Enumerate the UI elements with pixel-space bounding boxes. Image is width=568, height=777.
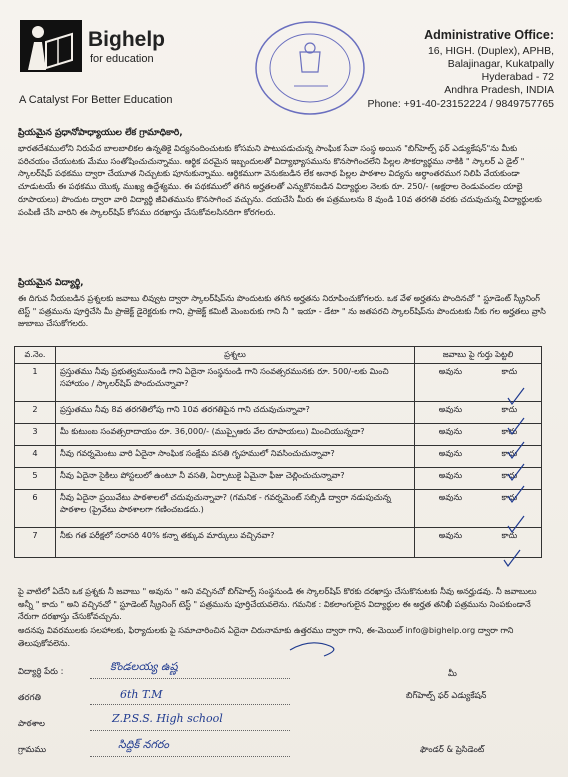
class-label: తరగతి bbox=[18, 692, 41, 702]
no-option[interactable]: కాదు bbox=[501, 492, 518, 502]
no-option[interactable]: కాదు bbox=[501, 426, 518, 436]
class-value[interactable]: 6th T.M bbox=[120, 688, 163, 701]
answer-cell[interactable] bbox=[415, 446, 542, 468]
table-header-row bbox=[15, 347, 542, 364]
sign-org: బిగ్‌హెల్ప్ ఫర్ ఎడ్యుకేషన్ bbox=[406, 690, 487, 700]
answer-cell[interactable] bbox=[415, 490, 542, 528]
col-header-answer: జవాబు పై గుర్తు పెట్టలి bbox=[415, 347, 542, 364]
yes-option[interactable]: అవును bbox=[438, 426, 463, 436]
school-label: పాఠశాల bbox=[18, 718, 45, 728]
student-salutation: ప్రియమైన విద్యార్థి, bbox=[18, 278, 84, 288]
address-line: Balajinagar, Kukatpally bbox=[447, 58, 554, 70]
yes-option[interactable]: అవును bbox=[438, 530, 463, 540]
address-line: 16, HIGH. (Duplex), APHB, bbox=[427, 45, 554, 57]
village-value[interactable]: సిద్దిక్ నగరం bbox=[118, 738, 169, 751]
answer-cell[interactable] bbox=[415, 402, 542, 424]
row-question: నీవు గవర్నమెంటు వారి ఏదైనా సాంఘిక సంక్షేమ వసతి గృహములో నివసించుచున్నావా? bbox=[56, 446, 415, 468]
answer-cell[interactable] bbox=[415, 424, 542, 446]
row-number: 5 bbox=[15, 468, 56, 490]
bighelp-logo bbox=[20, 20, 82, 72]
yes-option[interactable]: అవును bbox=[438, 448, 463, 458]
row-question: ప్రస్తుతము నీవు ప్రభుత్వమునుండి గాని ఏదైనా సంస్థనుండి గాని సంవత్సరమునకు రూ. 500/-లకు మించి సహాయం / స్కాలర్‌షిప్ పొందుచున్నావా? bbox=[56, 364, 415, 402]
name-line bbox=[90, 678, 290, 679]
intro-paragraph: భారతదేశములోని నిరుపేద బాలబాలికల ఉన్నతికై విద్యనందించుటకు కోసమని పాటుపడుచున్న సాంఘిక సేవా సంస్థ అయిన "బిగ్‌హెల్ప్ ఫర్ ఎడ్యుకేషన్"ను మీకు పరిచయం చేయుటకు మేము సంతోషించుచున్నాము. ఆర్థిక పరమైన ఇబ్బందులతో విద్యాభ్యాసమును కొనసాగించలేని పిల్లల సౌకర్యార్థము నాకికి " స్కాలర్ ఎ డైల్ " స్కాలర్‌షిప్ పథకము ద్వారా చేయూత నిచ్చుటకు పూనుకున్నాము. ఆర్థికముగా వెనుకబడిన లేక అనాథ పిల్లల పాఠశాల విద్యను అర్థాంతరముగ నిలిపి వేయకుండా చూడుటయే ఈ పథకము యొక్క ముఖ్య ఉద్దేశ్యము. ఈ పథకములో తగిన అర్హతలతో ఎన్నుకొనబడిన విద్యార్థుల నెలకు రూ. 250/- (అక్షరాల రెండువందల యాభై రూపాయలు) పొందుట ద్వారా వారి విద్యార్థి జీవితమును కొనసాగించ వచ్చును. దయచేసి మీరు ఈ పత్రములను 8 వుండి 10వ తరగతి వరకు చదువుచున్న విద్యార్థులకు పంపిణీ చేసి వారిని ఈ స్కాలర్‌షిప్ కోసము దరఖాస్తు చేసుకోవలసినదిగా కోరగలరు. bbox=[18, 143, 542, 217]
brand-name: Bighelp bbox=[88, 28, 165, 51]
school-line bbox=[90, 730, 290, 731]
row-number: 7 bbox=[15, 528, 56, 558]
answer-cell[interactable] bbox=[415, 528, 542, 558]
no-option[interactable]: కాదు bbox=[501, 366, 518, 376]
row-question: నీకు గత పరీక్షలో సరాసరి 40% కన్నా తక్కువ మార్కులు వచ్చినవా? bbox=[56, 528, 415, 558]
row-number: 4 bbox=[15, 446, 56, 468]
table-row bbox=[15, 528, 542, 558]
address-line: Andhra Pradesh, INDIA bbox=[444, 84, 554, 96]
admin-office-title: Administrative Office: bbox=[424, 28, 554, 42]
sign-prefix: మీ bbox=[448, 668, 457, 678]
name-label: విద్యార్థి పేరు : bbox=[18, 666, 64, 676]
contact-note: అదనపు వివరములకు సలహాలకు, ఫిర్యాదులకు పై సమాచారించిన ఏదైనా చిరునామాకు ఉత్తరము ద్వారా గాని, ఈ-మెయిల్ info@bighelp.org ద్వారా గాని తెలుపుకోవలెను. bbox=[18, 625, 514, 648]
table-row bbox=[15, 446, 542, 468]
yes-option[interactable]: అవును bbox=[438, 404, 463, 414]
yes-option[interactable]: అవును bbox=[438, 470, 463, 480]
row-number: 3 bbox=[15, 424, 56, 446]
tagline: A Catalyst For Better Education bbox=[19, 94, 173, 106]
table-row bbox=[15, 424, 542, 446]
footer-note: పై వాటిలో ఏదేని ఒక ప్రశ్నకు నీ జవాబు " అవును " అని వచ్చినచో బిగ్‌హెల్ప్ సంస్థనుండి ఈ స్కాలర్‌షిప్ కొరకు దరఖాస్తు చేసుకొనుటకు నీవు అనర్హుడవు. నీ జవాబులు అన్నీ " కాదు " అని వచ్చినచో " స్టూడెంట్ స్క్రీనింగ్ టెస్ట్ " పత్రమును పూర్తిచేయవలెను. గమనిక : వికలాంగులైన విద్యార్థుల ఈ అర్హత తనిఖీ పత్రమును నింపకుండానే నేరుగా దరఖాస్తు చేసుకోవచ్చును. bbox=[18, 586, 537, 622]
sign-title: ఫౌండర్ & ప్రెసిడెంట్ bbox=[420, 744, 485, 754]
no-option[interactable]: కాదు bbox=[501, 530, 518, 540]
table-row bbox=[15, 490, 542, 528]
eligibility-table bbox=[14, 346, 542, 558]
table-row bbox=[15, 364, 542, 402]
salutation: ప్రియమైన ప్రధానోపాధ్యాయుల లేక గ్రామాధికారి, bbox=[18, 128, 183, 138]
table-row bbox=[15, 402, 542, 424]
class-line bbox=[90, 704, 290, 705]
row-question: నీవు ఏదైనా ప్రయివేటు పాఠశాలలో చదువుచున్నావా? (గమనిక - గవర్నమెంట్ సబ్సిడీ ద్వారా నడుపుచున్న పాఠశాల (ప్రైవేటు పాఠశాలగా గణించబడదు.) bbox=[56, 490, 415, 528]
row-question: ప్రస్తుతము నీవు 8వ తరగతిలోపు గాని 10వ తరగతిపైన గాని చదువుచున్నావా? bbox=[56, 402, 415, 424]
name-value[interactable]: కొండలయ్య ఉష్ణ bbox=[110, 660, 178, 673]
row-question: నీవు ఏదైనా సైకిలు పోస్టలులో ఉంటూ నీ వసతి, ఏర్పాటుకై ఏమైనా ఫీజు చెల్లించుచున్నావా? bbox=[56, 468, 415, 490]
phone-line: Phone: +91-40-23152224 / 9849757765 bbox=[367, 98, 554, 110]
yes-option[interactable]: అవును bbox=[438, 366, 463, 376]
instruction-paragraph: ఈ దిగువ నీయబడిన ప్రశ్నలకు జవాబు లివ్వుట ద్వారా స్కాలర్‌షిప్‌ను పొందుటకు తగిన అర్హతను నిరూపించుకోగలరు. ఒక వేళ అర్హతను పొందినచో " స్టూడెంట్ స్క్రీనింగ్ టెస్ట్ " పత్రమును పూర్తిచేసి మీ ప్రాజెక్ట్ డైరెక్టరుకు గాని, ప్రాజెక్ట్ కమిటీ మెంబరుకు గాని నీ " ఇయా - డేటా " ను జతపరచి స్కాలర్‌షిప్‌ను పొందుటకు నీకు గల అర్హతలు వ్రాసి జుబాబు చేసుకోగలరు. bbox=[18, 293, 546, 329]
answer-cell[interactable] bbox=[415, 468, 542, 490]
official-stamp bbox=[254, 16, 374, 116]
row-number: 6 bbox=[15, 490, 56, 528]
no-option[interactable]: కాదు bbox=[501, 448, 518, 458]
brand-subtitle: for education bbox=[90, 53, 154, 65]
row-number: 2 bbox=[15, 402, 56, 424]
row-question: మీ కుటుంబ సంవత్సరాదాయం రూ. 36,000/- (ముప్పైఆరు వేల రూపాయలు) మించియున్నదా? bbox=[56, 424, 415, 446]
col-header-question: ప్రశ్నలు bbox=[56, 347, 415, 364]
table-row bbox=[15, 468, 542, 490]
col-header-no: వ.నెం. bbox=[15, 347, 56, 364]
no-option[interactable]: కాదు bbox=[501, 404, 518, 414]
village-label: గ్రామము bbox=[18, 744, 47, 754]
address-line: Hyderabad - 72 bbox=[481, 71, 554, 83]
yes-option[interactable]: అవును bbox=[438, 492, 463, 502]
no-option[interactable]: కాదు bbox=[501, 470, 518, 480]
answer-cell[interactable] bbox=[415, 364, 542, 402]
village-line bbox=[90, 756, 290, 757]
school-value[interactable]: Z.P.S.S. High school bbox=[112, 712, 223, 725]
row-number: 1 bbox=[15, 364, 56, 402]
